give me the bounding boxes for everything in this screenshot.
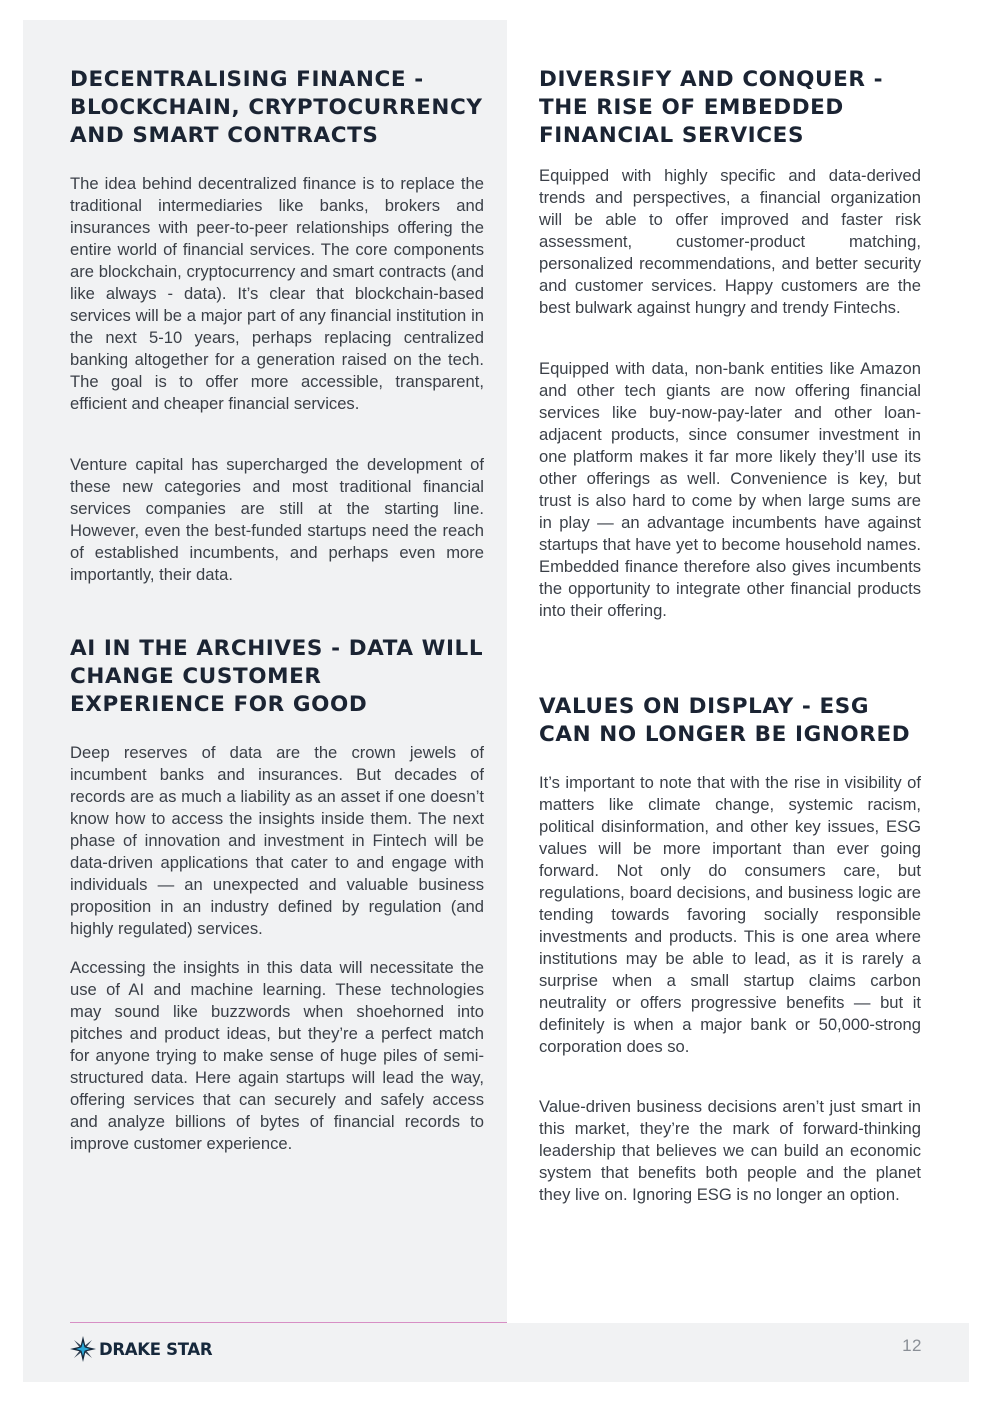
drake-star-logo [70,1335,212,1363]
heading-diversify-and-conquer: DIVERSIFY AND CONQUER - THE RISE OF EMBEDDED FINANCIAL SERVICES [539,67,884,148]
heading-values-on-display: VALUES ON DISPLAY - ESG CAN NO LONGER BE IGNORED [539,694,911,747]
footer-divider [70,1322,507,1323]
paragraph-diversify-1: Equipped with highly specific and data-derived trends and perspectives, a financial organization will be able to offer improved and faster risk assessment, customer-product matching, personalized recommendations, and better security and customer services. Happy customers are the best bulwark against hungry and trendy Fintechs. [539,166,921,317]
paragraph-values-esg-2: Value-driven business decisions aren’t just smart in this market, they’re the mark of forward-thinking leadership that believes we can build an economic system that benefits both people and the planet they live on. Ignoring ESG is no longer an option. [539,1097,921,1204]
page-number: 12 [902,1336,922,1355]
heading-decentralising-finance: DECENTRALISING FINANCE - BLOCKCHAIN, CRYPTOCURRENCY AND SMART CONTRACTS [70,67,483,148]
paragraph-decentralising-finance-1: The idea behind decentralized finance is to replace the traditional intermediaries like banks, brokers and insurances with peer-to-peer relationships offering the entire world of financial services. The core components are blockchain, cryptocurrency and smart contracts (and like always - data). It’s clear that blockchain-based services will be a major part of any financial institution in the next 5-10 years, perhaps replacing centralized banking altogether for a generation raised on the tech. The goal is to offer more accessible, transparent, efficient and cheaper financial services. [70,174,484,413]
logo-text: DRAKE STAR [99,1339,213,1359]
paragraph-ai-archives-1: Deep reserves of data are the crown jewels of incumbent banks and insurances. But decades of records are as much a liability as an asset if one doesn’t know how to access the insights inside them. The next phase of innovation and investment in Fintech will be data-driven applications that cater to and engage with individuals — an unexpected and valuable business proposition in an industry defined by regulation (and highly regulated) services. [70,743,484,938]
paragraph-ai-archives-2: Accessing the insights in this data will necessitate the use of AI and machine learning. These technologies may sound like buzzwords when shoehorned into pitches and product ideas, but they’re a perfect match for anyone trying to make sense of huge piles of semi-structured data. Here again startups will lead the way, offering services that can securely and safely access and analyze billions of bytes of financial records to improve customer experience. [70,958,484,1153]
heading-ai-in-the-archives: AI IN THE ARCHIVES - DATA WILL CHANGE CUSTOMER EXPERIENCE FOR GOOD [70,636,484,717]
paragraph-values-esg-1: It’s important to note that with the rise in visibility of matters like climate change, systemic racism, political disinformation, and other key issues, ESG values will be more important than ever going forward. Not only do consumers care, but regulations, board decisions, and business logic are tending towards favoring socially responsible investments and products. This is one area where institutions may be able to lead, as it is rarely a surprise when a small startup claims carbon neutrality or offers progressive benefits — but it definitely is when a major bank or 50,000-strong corporation does so. [539,773,921,1056]
paragraph-diversify-2: Equipped with data, non-bank entities like Amazon and other tech giants are now offering financial services like buy-now-pay-later and other loan-adjacent products, since consumer investment in one platform makes it far more likely they’ll use its other offerings as well. Convenience is key, but trust is also hard to come by when large sums are in play — an advantage incumbents have against startups that have yet to become household names. Embedded finance therefore also gives incumbents the opportunity to integrate other financial products into their offering. [539,359,921,620]
star-compass-icon [70,1336,96,1362]
paragraph-decentralising-finance-2: Venture capital has supercharged the development of these new categories and most traditional financial services companies are still at the starting line. However, even the best-funded startups need the reach of established incumbents, and perhaps even more importantly, their data. [70,455,484,584]
